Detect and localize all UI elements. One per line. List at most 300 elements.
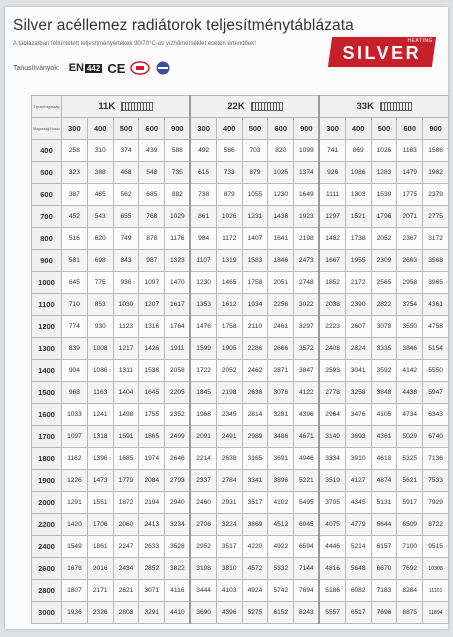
table-cell: 1291 [62, 492, 88, 514]
table-cell: 439 [139, 140, 165, 162]
en-standard-number: 442 [86, 63, 101, 73]
table-cell: 3822 [165, 558, 191, 580]
table-cell: 1955 [345, 250, 371, 272]
table-cell: 4779 [345, 514, 371, 536]
table-cell: 878 [139, 228, 165, 250]
table-cell: 2473 [294, 250, 320, 272]
table-cell: 586 [216, 140, 242, 162]
table-cell: 775 [87, 272, 113, 294]
table-cell: 1678 [62, 558, 88, 580]
table-cell: 1207 [139, 294, 165, 316]
table-cell: 1025 [268, 162, 294, 184]
table-cell: 516 [62, 228, 88, 250]
table-cell: 620 [87, 228, 113, 250]
table-cell: 710 [62, 294, 88, 316]
table-cell: 1111 [319, 184, 345, 206]
length-header-cell: 900 [294, 118, 320, 140]
row-height-cell: 2600 [32, 558, 62, 580]
table-cell: 1591 [113, 426, 139, 448]
table-cell: 2091 [190, 426, 216, 448]
table-cell: 4102 [268, 492, 294, 514]
table-cell: 853 [87, 294, 113, 316]
table-cell: 310 [87, 140, 113, 162]
table-cell: 1685 [113, 448, 139, 470]
table-cell: 1319 [216, 250, 242, 272]
table-cell: 645 [62, 272, 88, 294]
table-cell: 1586 [423, 140, 449, 162]
table-cell: 3198 [190, 558, 216, 580]
table-cell: 3691 [268, 448, 294, 470]
row-height-cell: 800 [32, 228, 62, 250]
table-cell: 2205 [165, 382, 191, 404]
table-cell: 4446 [319, 536, 345, 558]
table-cell: 562 [113, 184, 139, 206]
table-cell: 4438 [397, 382, 423, 404]
table-cell: 5550 [423, 360, 449, 382]
iso-cert-icon [155, 61, 171, 75]
table-row [32, 536, 449, 558]
table-row [32, 514, 449, 536]
row-height-cell: 2400 [32, 536, 62, 558]
table-cell: 2247 [113, 536, 139, 558]
table-cell: 4758 [423, 316, 449, 338]
table-cell: 1123 [113, 316, 139, 338]
type-33k-label: 33K [356, 101, 374, 112]
table-cell: 4816 [319, 558, 345, 580]
table-cell: 1311 [113, 360, 139, 382]
table-cell: 2964 [319, 404, 345, 426]
table-cell: 2110 [242, 316, 268, 338]
table-cell: 8875 [397, 602, 423, 624]
length-header-cell: 300 [319, 118, 345, 140]
row-height-cell: 400 [32, 140, 62, 162]
table-cell: 2052 [371, 228, 397, 250]
table-cell: 3297 [294, 316, 320, 338]
table-cell: 1297 [319, 206, 345, 228]
table-cell: 3041 [345, 360, 371, 382]
table-cell: 492 [190, 140, 216, 162]
table-cell: 6509 [397, 514, 423, 536]
table-cell: 452 [62, 206, 88, 228]
table-cell: 3172 [423, 228, 449, 250]
table-cell: 1374 [294, 162, 320, 184]
table-cell: 1176 [165, 228, 191, 250]
table-row [32, 360, 449, 382]
length-header-cell: 400 [87, 118, 113, 140]
table-cell: 2194 [139, 492, 165, 514]
table-cell: 3476 [345, 404, 371, 426]
table-cell: 2706 [190, 514, 216, 536]
table-cell: 2633 [139, 536, 165, 558]
row-height-cell: 2000 [32, 492, 62, 514]
table-cell: 1706 [87, 514, 113, 536]
type-11k-label: 11K [98, 101, 116, 112]
table-cell: 1551 [87, 492, 113, 514]
row-height-cell: 600 [32, 184, 62, 206]
table-cell: 1861 [87, 536, 113, 558]
table-cell: 3517 [242, 492, 268, 514]
table-cell: 7100 [397, 536, 423, 558]
certifications-row [13, 59, 171, 77]
table-cell: 1974 [139, 448, 165, 470]
table-cell: 2852 [139, 558, 165, 580]
table-cell: 1026 [216, 206, 242, 228]
table-row [32, 580, 449, 602]
length-header-cell: 300 [190, 118, 216, 140]
table-cell: 1283 [371, 162, 397, 184]
table-cell: 5325 [397, 448, 423, 470]
table-cell: 11101 [423, 580, 449, 602]
table-cell: 2198 [216, 382, 242, 404]
table-cell: 1008 [87, 338, 113, 360]
row-height-cell: 1800 [32, 448, 62, 470]
table-cell: 374 [113, 140, 139, 162]
table-cell: 2413 [139, 514, 165, 536]
logo-tagline: HEATING [407, 38, 433, 44]
table-cell: 11894 [423, 602, 449, 624]
table-cell: 1498 [113, 404, 139, 426]
table-cell: 735 [165, 162, 191, 184]
length-header-cell: 400 [345, 118, 371, 140]
table-cell: 738 [190, 184, 216, 206]
table-cell: 1936 [62, 602, 88, 624]
table-cell: 1599 [190, 338, 216, 360]
table-cell: 615 [190, 162, 216, 184]
table-cell: 5332 [268, 558, 294, 580]
table-cell: 6045 [294, 514, 320, 536]
table-cell: 3965 [423, 272, 449, 294]
table-cell: 2814 [242, 404, 268, 426]
en-standard-icon [69, 62, 103, 74]
length-header-cell: 500 [242, 118, 268, 140]
table-cell: 2379 [423, 184, 449, 206]
table-cell: 1905 [216, 338, 242, 360]
table-row [32, 382, 449, 404]
table-cell: 1055 [242, 184, 268, 206]
table-cell: 2071 [397, 206, 423, 228]
table-cell: 1426 [139, 338, 165, 360]
table-cell: 1539 [371, 184, 397, 206]
table-cell: 5214 [345, 536, 371, 558]
length-header-cell: 500 [113, 118, 139, 140]
table-cell: 1162 [62, 448, 88, 470]
radiator-11k-icon [121, 102, 153, 111]
table-cell: 3071 [139, 580, 165, 602]
table-cell: 6740 [423, 426, 449, 448]
table-cell: 703 [242, 140, 268, 162]
table-cell: 1807 [62, 580, 88, 602]
table-cell: 5621 [397, 470, 423, 492]
table-cell: 6157 [371, 536, 397, 558]
table-cell: 3572 [294, 338, 320, 360]
table-cell: 861 [190, 206, 216, 228]
table-cell: 2822 [371, 294, 397, 316]
table-cell: 2052 [216, 360, 242, 382]
table-cell: 387 [62, 184, 88, 206]
table-cell: 5131 [371, 492, 397, 514]
table-cell: 1758 [216, 316, 242, 338]
table-cell: 1722 [190, 360, 216, 382]
table-cell: 6152 [268, 602, 294, 624]
table-body [32, 140, 449, 624]
table-cell: 3896 [268, 470, 294, 492]
table-cell: 1323 [165, 250, 191, 272]
length-header-cell: 900 [165, 118, 191, 140]
table-cell: 2499 [165, 426, 191, 448]
table-cell: 1758 [242, 272, 268, 294]
table-cell: 2931 [216, 492, 242, 514]
table-cell: 4361 [371, 426, 397, 448]
table-cell: 3281 [268, 404, 294, 426]
table-cell: 4734 [397, 404, 423, 426]
table-cell: 1982 [423, 162, 449, 184]
table-cell: 1097 [139, 272, 165, 294]
radiator-33k-icon [380, 102, 412, 111]
table-cell: 733 [216, 162, 242, 184]
table-cell: 4075 [319, 514, 345, 536]
type-11k-header [62, 96, 191, 118]
table-cell: 4220 [242, 536, 268, 558]
table-cell: 4103 [216, 580, 242, 602]
table-cell: 5186 [319, 580, 345, 602]
table-cell: 1226 [62, 470, 88, 492]
table-cell: 1099 [294, 140, 320, 162]
table-cell: 4512 [268, 514, 294, 536]
table-cell: 2214 [190, 448, 216, 470]
table-cell: 6594 [294, 536, 320, 558]
table-cell: 1026 [371, 140, 397, 162]
row-height-cell: 1500 [32, 382, 62, 404]
table-cell: 3846 [397, 338, 423, 360]
table-cell: 904 [62, 360, 88, 382]
table-cell: 879 [216, 184, 242, 206]
length-header-cell: 300 [62, 118, 88, 140]
table-cell: 3334 [319, 448, 345, 470]
certifications-label: Tanusítványok: [13, 64, 60, 72]
table-row [32, 316, 449, 338]
table-row [32, 338, 449, 360]
table-cell: 1163 [87, 382, 113, 404]
length-header-cell: 600 [397, 118, 423, 140]
table-cell: 3519 [319, 470, 345, 492]
table-cell: 6670 [371, 558, 397, 580]
table-cell: 2638 [216, 448, 242, 470]
table-cell: 8243 [294, 602, 320, 624]
table-cell: 3335 [371, 338, 397, 360]
table-cell: 1086 [345, 162, 371, 184]
table-cell: 3291 [139, 602, 165, 624]
table-cell: 1316 [139, 316, 165, 338]
table-row [32, 558, 449, 580]
row-height-cell: 1600 [32, 404, 62, 426]
table-cell: 3568 [423, 250, 449, 272]
table-cell: 4105 [371, 404, 397, 426]
performance-table [31, 95, 449, 624]
table-cell: 2940 [165, 492, 191, 514]
table-cell: 2309 [371, 250, 397, 272]
table-cell: 2952 [190, 536, 216, 558]
table-cell: 4361 [423, 294, 449, 316]
table-cell: 3910 [345, 448, 371, 470]
table-cell: 1764 [165, 316, 191, 338]
table-cell: 685 [139, 184, 165, 206]
table-cell: 987 [139, 250, 165, 272]
table-cell: 4396 [216, 602, 242, 624]
table-cell: 749 [113, 228, 139, 250]
table-cell: 3165 [242, 448, 268, 470]
table-cell: 5557 [319, 602, 345, 624]
row-height-cell: 1100 [32, 294, 62, 316]
radiator-22k-icon [251, 102, 283, 111]
table-cell: 1230 [190, 272, 216, 294]
performance-sheet [5, 7, 448, 629]
table-cell: 843 [113, 250, 139, 272]
table-cell: 3693 [345, 426, 371, 448]
table-cell: 1934 [242, 294, 268, 316]
table-cell: 1396 [87, 448, 113, 470]
page-title: Silver acéllemez radiátorok teljesítménytáblázata [13, 17, 354, 34]
type-33k-header [319, 96, 448, 118]
table-cell: 2461 [268, 316, 294, 338]
row-height-cell: 1900 [32, 470, 62, 492]
table-cell: 879 [242, 162, 268, 184]
table-row [32, 294, 449, 316]
table-cell: 882 [165, 184, 191, 206]
table-cell: 2172 [345, 272, 371, 294]
table-row [32, 470, 449, 492]
table-cell: 5742 [268, 580, 294, 602]
table-cell: 543 [87, 206, 113, 228]
table-cell: 4396 [294, 404, 320, 426]
table-cell: 984 [190, 228, 216, 250]
table-cell: 2808 [113, 602, 139, 624]
table-cell: 7144 [294, 558, 320, 580]
table-cell: 1029 [165, 206, 191, 228]
length-header-cell: 600 [268, 118, 294, 140]
table-cell: 2748 [294, 272, 320, 294]
table-cell: 741 [319, 140, 345, 162]
table-cell: 936 [113, 272, 139, 294]
table-cell: 2223 [319, 316, 345, 338]
table-cell: 5644 [371, 514, 397, 536]
en-standard-letters: EN [68, 62, 84, 74]
table-cell: 3847 [294, 360, 320, 382]
table-cell: 926 [319, 162, 345, 184]
table-cell: 2663 [397, 250, 423, 272]
table-cell: 1476 [190, 316, 216, 338]
table-cell: 1612 [216, 294, 242, 316]
table-row [32, 228, 449, 250]
table-cell: 2565 [371, 272, 397, 294]
corner-height-length-label: Magasság/Hossz [32, 118, 62, 140]
table-cell: 3705 [319, 492, 345, 514]
table-cell: 1968 [190, 404, 216, 426]
length-header-cell: 400 [216, 118, 242, 140]
table-cell: 3076 [268, 382, 294, 404]
table-cell: 1872 [113, 492, 139, 514]
table-cell: 323 [62, 162, 88, 184]
type-22k-header [190, 96, 319, 118]
table-cell: 1755 [139, 404, 165, 426]
table-cell: 2638 [242, 382, 268, 404]
table-cell: 2778 [319, 382, 345, 404]
table-cell: 2460 [190, 492, 216, 514]
table-cell: 7929 [423, 492, 449, 514]
table-cell: 5275 [242, 602, 268, 624]
table-cell: 2491 [216, 426, 242, 448]
table-cell: 3258 [345, 382, 371, 404]
length-header-row [32, 118, 449, 140]
table-cell: 1353 [190, 294, 216, 316]
table-cell: 6343 [423, 404, 449, 426]
table-cell: 1241 [87, 404, 113, 426]
table-cell: 4410 [165, 602, 191, 624]
table-cell: 655 [113, 206, 139, 228]
table-cell: 1779 [113, 470, 139, 492]
table-cell: 3528 [165, 536, 191, 558]
tsc-cert-icon [130, 61, 150, 75]
table-cell: 3078 [371, 316, 397, 338]
table-cell: 1230 [268, 184, 294, 206]
table-cell: 3690 [190, 602, 216, 624]
table-cell: 7694 [294, 580, 320, 602]
table-cell: 4671 [294, 426, 320, 448]
table-cell: 3149 [319, 426, 345, 448]
logo-wordmark: SILVER [342, 43, 422, 63]
length-header-cell: 600 [139, 118, 165, 140]
table-cell: 2408 [319, 338, 345, 360]
table-cell: 7136 [423, 448, 449, 470]
table-cell: 1923 [294, 206, 320, 228]
table-row [32, 602, 449, 624]
table-row [32, 184, 449, 206]
table-cell: 2775 [423, 206, 449, 228]
table-cell: 468 [113, 162, 139, 184]
table-cell: 5648 [345, 558, 371, 580]
table-cell: 2038 [319, 294, 345, 316]
table-cell: 2367 [397, 228, 423, 250]
table-cell: 6517 [345, 602, 371, 624]
table-cell: 9515 [423, 536, 449, 558]
row-height-cell: 700 [32, 206, 62, 228]
table-cell: 2171 [87, 580, 113, 602]
table-cell: 4946 [294, 448, 320, 470]
table-cell: 2051 [268, 272, 294, 294]
table-cell: 1407 [242, 228, 268, 250]
table-cell: 2337 [190, 470, 216, 492]
table-cell: 1086 [87, 360, 113, 382]
table-cell: 1796 [371, 206, 397, 228]
table-cell: 465 [87, 184, 113, 206]
table-cell: 1583 [242, 250, 268, 272]
table-cell: 1852 [319, 272, 345, 294]
table-cell: 698 [87, 250, 113, 272]
table-cell: 258 [62, 140, 88, 162]
table-cell: 2345 [216, 404, 242, 426]
length-header-cell: 900 [423, 118, 449, 140]
ce-mark-icon: CE [107, 60, 126, 76]
table-cell: 5917 [397, 492, 423, 514]
table-cell: 3848 [371, 382, 397, 404]
table-cell: 1097 [62, 426, 88, 448]
row-height-cell: 1300 [32, 338, 62, 360]
row-height-cell: 2800 [32, 580, 62, 602]
table-cell: 2989 [242, 426, 268, 448]
table-cell: 1420 [62, 514, 88, 536]
table-cell: 1536 [139, 360, 165, 382]
table-cell: 2621 [113, 580, 139, 602]
type-22k-label: 22K [227, 101, 245, 112]
